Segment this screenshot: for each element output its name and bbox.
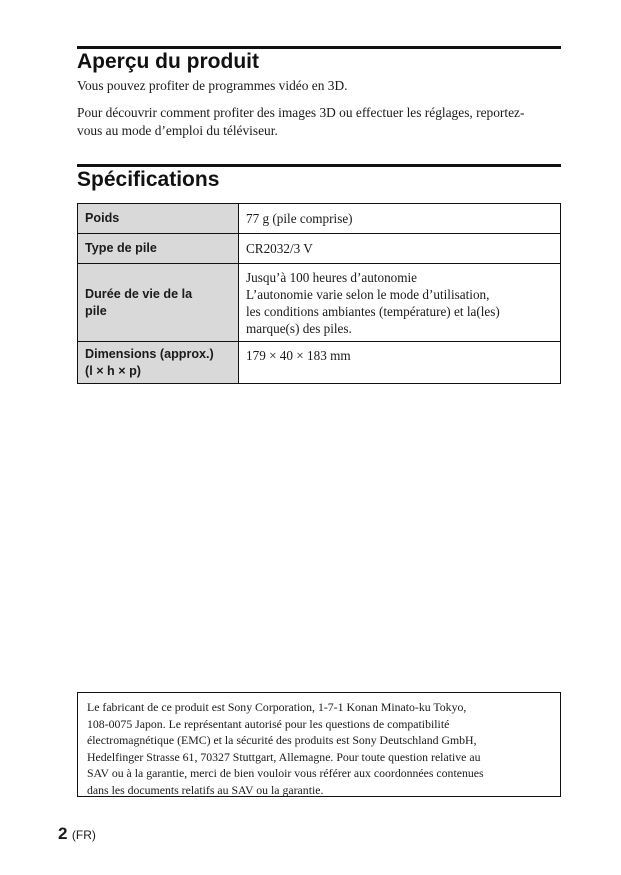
notice-line: Le fabricant de ce produit est Sony Corporation, 1-7-1 Konan Minato-ku Tokyo,: [87, 700, 467, 714]
notice-line: 108-0075 Japon. Le représentant autorisé pour les questions de compatibilité: [87, 716, 450, 731]
spec-label-battery-life: [78, 264, 239, 342]
spec-value-line: marque(s) des piles.: [246, 320, 352, 336]
spec-label-line: pile: [85, 303, 107, 318]
specs-rule: [77, 164, 561, 167]
spec-label-line: (l × h × p): [85, 363, 141, 378]
overview-intro: Vous pouvez profiter de programmes vidéo en 3D.: [77, 78, 348, 93]
overview-instructions-line: vous au mode d’emploi du téléviseur.: [77, 123, 278, 138]
spec-label-line: Dimensions (approx.): [85, 346, 214, 361]
spec-value-line: les conditions ambiantes (température) et la(les): [246, 303, 500, 319]
notice-line: SAV ou à la garantie, merci de bien vouloir vous référer aux coordonnées contenues: [87, 766, 484, 780]
overview-heading: Aperçu du produit: [77, 50, 259, 73]
spec-label-battery-type: Type de pile: [78, 234, 239, 264]
spec-value-dimensions: 179 × 40 × 183 mm: [239, 342, 561, 384]
overview-rule: [77, 46, 561, 49]
page-language-code: (FR): [71, 828, 96, 842]
spec-value-weight: 77 g (pile comprise): [239, 204, 561, 234]
spec-value-battery-type: CR2032/3 V: [239, 234, 561, 264]
specs-table: [77, 203, 561, 384]
page-number: [58, 824, 96, 844]
page-number-value: 2: [58, 824, 68, 843]
table-row: [78, 234, 561, 264]
manufacturer-notice: [77, 692, 561, 797]
table-row: [78, 342, 561, 384]
spec-value-battery-life: [239, 264, 561, 342]
spec-label-weight: Poids: [78, 204, 239, 234]
notice-line: électromagnétique (EMC) et la sécurité des produits est Sony Deutschland GmbH,: [87, 733, 477, 747]
table-row: [78, 204, 561, 234]
spec-label-line: Durée de vie de la: [85, 286, 193, 301]
overview-instructions: [77, 104, 561, 140]
spec-value-line: Jusqu’à 100 heures d’autonomie: [246, 269, 418, 285]
spec-value-line: L’autonomie varie selon le mode d’utilisation,: [246, 286, 490, 302]
spec-label-dimensions: [78, 342, 239, 384]
notice-line: Hedelfinger Strasse 61, 70327 Stuttgart, Allemagne. Pour toute question relative au: [87, 749, 481, 764]
specs-heading: Spécifications: [77, 168, 220, 191]
overview-instructions-line: Pour découvrir comment profiter des images 3D ou effectuer les réglages, reportez-: [77, 105, 525, 120]
notice-line: dans les documents relatifs au SAV ou la garantie.: [87, 782, 324, 797]
table-row: [78, 264, 561, 342]
